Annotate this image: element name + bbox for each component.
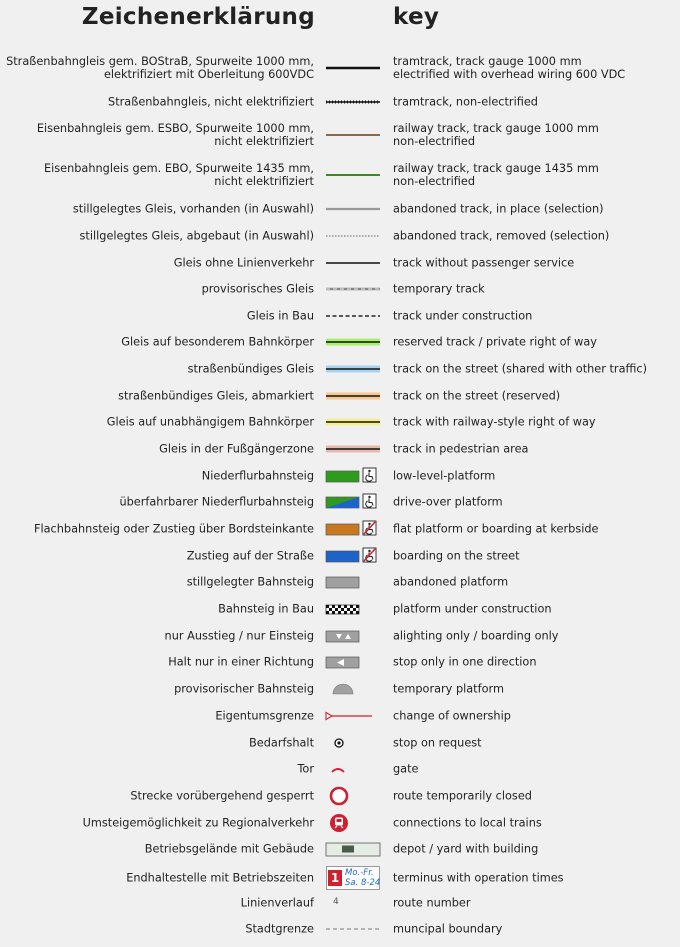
legend-row-no-passenger [0, 250, 680, 276]
legend-row-tram-electrified [0, 55, 680, 81]
legend-row-tram-non-electrified [0, 89, 680, 115]
grey-line-graphic [322, 196, 384, 222]
legend-row-flat-platform [0, 516, 680, 542]
german-label [241, 897, 314, 910]
german-label [245, 923, 314, 936]
german-label-line: stillgelegtes Gleis, abgebaut (in Auswahl) [79, 229, 314, 243]
terminus-icon [322, 865, 384, 891]
german-label [118, 390, 314, 403]
german-label-line: Eigentumsgrenze [215, 709, 314, 723]
legend-row-street-shared [0, 356, 680, 382]
request-dot-icon [322, 730, 384, 756]
german-label-line: Zustieg auf der Straße [186, 549, 314, 563]
green-cased-line-graphic [322, 329, 384, 355]
grey-line-icon [322, 196, 384, 222]
legend-row-drive-over-platform [0, 489, 680, 515]
german-label-line: nicht elektrifiziert [214, 175, 314, 188]
german-label-line: Flachbahnsteig oder Zustieg über Bordsteinkante [33, 522, 314, 536]
german-label [188, 363, 314, 376]
terminus-times: Sa. 8-24 [345, 878, 381, 888]
legend-row-gate [0, 756, 680, 782]
english-label-line: track on the street (reserved) [393, 389, 561, 403]
english-label [393, 203, 604, 216]
english-label [393, 790, 532, 803]
english-label-line: track on the street (shared with other traffic) [393, 362, 648, 376]
english-label-line: muncipal boundary [393, 922, 503, 936]
closed-circle-icon [322, 783, 384, 809]
german-label-line: Gleis auf besonderem Bahnkörper [121, 335, 314, 349]
english-label-line: stop on request [393, 736, 482, 750]
legend-row-depot [0, 836, 680, 862]
green-platform-graphic [322, 463, 384, 489]
german-label-line: Strecke vorübergehend gesperrt [130, 789, 314, 803]
german-label-line: Gleis ohne Linienverkehr [173, 256, 314, 270]
yellow-cased-line-graphic [322, 409, 384, 435]
black-dashed-line-icon [322, 303, 384, 329]
blue-cased-line-graphic [322, 356, 384, 382]
thick-black-line-icon [322, 55, 384, 81]
english-label-line: route temporarily closed [393, 789, 532, 803]
boundary-dashes [322, 916, 384, 942]
arrow-platform-graphic [322, 649, 384, 675]
english-label-line: abandoned track, in place (selection) [393, 202, 604, 216]
english-label [393, 96, 538, 109]
german-label [130, 790, 314, 803]
german-label [174, 257, 314, 270]
english-label-line: track with railway-style right of way [393, 415, 596, 429]
english-label [393, 656, 536, 669]
german-label-line: Bedarfshalt [249, 736, 314, 750]
german-label [187, 576, 314, 589]
english-label-line: railway track, track gauge 1000 mm [393, 122, 599, 135]
english-label [393, 336, 597, 349]
request-dot-graphic [322, 730, 384, 756]
triangle-platform-icon [322, 623, 384, 649]
german-label [202, 283, 314, 296]
german-label [249, 737, 314, 750]
green-blue-platform-icon [322, 489, 384, 515]
pink-cased-line-icon [322, 436, 384, 462]
english-label [393, 817, 542, 830]
german-label-line: Umsteigemöglichkeit zu Regionalverkehr [82, 816, 314, 830]
english-label-line: temporary track [393, 282, 485, 296]
german-label [168, 656, 314, 669]
german-label-line: Straßenbahngleis gem. BOStraB, Spurweite 1000 mm, [6, 55, 314, 68]
english-label [393, 470, 495, 483]
german-label [247, 310, 314, 323]
english-label [393, 683, 504, 696]
german-label-line: Straßenbahngleis, nicht elektrifiziert [108, 95, 314, 109]
semicircle-icon [322, 676, 384, 702]
german-label [107, 416, 314, 429]
german-label-line: provisorisches Gleis [201, 282, 314, 296]
blue-cased-line-icon [322, 356, 384, 382]
legend-row-railway-1435 [0, 162, 680, 188]
english-label-line: non-electrified [393, 135, 476, 148]
brown-line-graphic [322, 122, 384, 148]
gate-icon [322, 756, 384, 782]
route-number-icon [322, 890, 384, 916]
arrow-platform-icon [322, 649, 384, 675]
english-label [393, 576, 508, 589]
english-label [393, 923, 502, 936]
green-blue-platform-graphic [322, 489, 384, 515]
orange-platform-graphic [322, 516, 384, 542]
english-label [393, 897, 471, 910]
brown-line-icon [322, 122, 384, 148]
english-label [393, 257, 574, 270]
english-label-line: stop only in one direction [393, 655, 537, 669]
german-label [119, 496, 314, 509]
train-circle-icon [322, 810, 384, 836]
legend-row-temporary-track [0, 276, 680, 302]
thin-black-line-icon [322, 250, 384, 276]
black-dashed-line-graphic [322, 303, 384, 329]
german-label-line: Gleis in der Fußgängerzone [159, 442, 314, 456]
german-label [165, 630, 314, 643]
english-label-line: abandoned platform [393, 575, 509, 589]
german-label [202, 470, 314, 483]
legend-title-german: Zeichenerklärung [81, 4, 315, 30]
english-label-line: abandoned track, removed (selection) [393, 229, 610, 243]
english-label-line: boarding on the street [393, 549, 520, 563]
english-label [393, 843, 538, 856]
depot-icon [322, 836, 384, 862]
german-label [44, 162, 314, 188]
grey-platform-graphic [322, 569, 384, 595]
green-line-graphic [322, 162, 384, 188]
english-label [393, 710, 511, 723]
closed-circle-graphic [322, 783, 384, 809]
german-label-line: Linienverlauf [240, 896, 314, 910]
legend-row-regional-connection [0, 810, 680, 836]
german-label-line: Gleis in Bau [246, 309, 314, 323]
legend-row-street-reserved [0, 383, 680, 409]
english-label-line: connections to local trains [393, 816, 542, 830]
english-label [393, 363, 647, 376]
german-label-line: Stadtgrenze [245, 922, 314, 936]
english-label-line: low-level-platform [393, 469, 496, 483]
english-label-line: tramtrack, non-electrified [393, 95, 538, 109]
german-label [108, 96, 314, 109]
yellow-cased-line-icon [322, 409, 384, 435]
german-label [37, 122, 314, 148]
dotted-black-line-graphic [322, 89, 384, 115]
german-label [187, 550, 314, 563]
german-label-line: Tor [297, 762, 314, 776]
checkered-platform-icon [322, 596, 384, 622]
boundary-line-icon [322, 916, 384, 942]
english-label-line: track in pedestrian area [393, 442, 529, 456]
legend-row-railway-1000 [0, 122, 680, 148]
legend-row-reserved-track [0, 329, 680, 355]
german-label [126, 872, 314, 885]
german-label-line: nicht elektrifiziert [214, 135, 314, 148]
english-label-line: change of ownership [393, 709, 511, 723]
english-label-line: alighting only / boarding only [393, 629, 559, 643]
depot-graphic [322, 836, 384, 862]
english-label [393, 550, 520, 563]
ownership-line-graphic [322, 703, 384, 729]
german-label [73, 203, 314, 216]
german-label [145, 843, 314, 856]
triangle-platform-graphic [322, 623, 384, 649]
orange-platform-icon [322, 516, 384, 542]
english-label [393, 630, 558, 643]
german-label-line: nur Ausstieg / nur Einsteig [164, 629, 314, 643]
ownership-line-icon [322, 703, 384, 729]
english-label [393, 162, 599, 188]
english-label-line: track without passenger service [393, 256, 575, 270]
english-label-line: tramtrack, track gauge 1000 mm [393, 55, 582, 68]
english-label [393, 603, 552, 616]
german-label [6, 55, 314, 81]
legend-row-pedestrian-area [0, 436, 680, 462]
english-label [393, 55, 625, 81]
gate-graphic [322, 756, 384, 782]
german-label [80, 230, 314, 243]
legend-row-ownership-boundary [0, 703, 680, 729]
german-label-line: Halt nur in einer Richtung [168, 655, 314, 669]
orange-cased-line-icon [322, 383, 384, 409]
english-label-line: depot / yard with building [393, 842, 539, 856]
german-label [121, 336, 314, 349]
english-label-line: track under construction [393, 309, 533, 323]
german-label-line: Betriebsgelände mit Gebäude [144, 842, 314, 856]
english-label [393, 416, 596, 429]
german-label-line: stillgelegtes Gleis, vorhanden (in Auswahl) [72, 202, 314, 216]
dotted-black-line-icon [322, 89, 384, 115]
english-label [393, 122, 599, 148]
german-label-line: Eisenbahngleis gem. EBO, Spurweite 1435 mm, [43, 162, 314, 175]
english-label [393, 872, 564, 885]
english-label [393, 763, 418, 776]
english-label-line: railway track, track gauge 1435 mm [393, 162, 599, 175]
german-label-line: überfahrbarer Niederflurbahnsteig [119, 495, 314, 509]
green-line-icon [322, 162, 384, 188]
thin-black-line-graphic [322, 250, 384, 276]
english-label [393, 390, 560, 403]
german-label [174, 683, 314, 696]
english-label-line: route number [393, 896, 471, 910]
german-label-line: elektrifiziert mit Oberleitung 600VDC [103, 68, 314, 81]
english-label [393, 496, 503, 509]
grey-dotted-line-icon [322, 223, 384, 249]
terminus-number: 1 [328, 870, 342, 886]
german-label-line: Gleis auf unabhängigem Bahnkörper [106, 415, 314, 429]
english-label [393, 310, 532, 323]
blue-platform-icon [322, 543, 384, 569]
german-label-line: stillgelegter Bahnsteig [186, 575, 314, 589]
english-label-line: electrified with overhead wiring 600 VDC [393, 68, 626, 81]
legend-row-terminus [0, 865, 680, 891]
german-label-line: Niederflurbahnsteig [201, 469, 314, 483]
legend-row-one-direction [0, 649, 680, 675]
legend-row-route-number [0, 890, 680, 916]
green-platform-icon [322, 463, 384, 489]
legend-row-temporary-platform [0, 676, 680, 702]
legend-row-railway-style [0, 409, 680, 435]
train-circle-graphic [322, 810, 384, 836]
legend-title-english: key [393, 4, 440, 30]
english-label [393, 523, 598, 536]
legend-row-request-stop [0, 730, 680, 756]
semicircle-graphic [322, 676, 384, 702]
german-label [159, 443, 314, 456]
german-label-line: Bahnsteig in Bau [218, 602, 314, 616]
english-label-line: temporary platform [393, 682, 504, 696]
pink-cased-line-graphic [322, 436, 384, 462]
german-label [83, 817, 314, 830]
german-label-line: Eisenbahngleis gem. ESBO, Spurweite 1000 mm, [36, 122, 314, 135]
legend-row-municipal-boundary [0, 916, 680, 942]
english-label-line: platform under construction [393, 602, 552, 616]
legend-row-platform-construction [0, 596, 680, 622]
grey-dashed-line-icon [322, 276, 384, 302]
german-label-line: Endhaltestelle mit Betriebszeiten [126, 871, 314, 885]
green-cased-line-icon [322, 329, 384, 355]
terminus-days: Mo.-Fr. [345, 868, 374, 878]
german-label-line: straßenbündiges Gleis [187, 362, 314, 376]
orange-cased-line-graphic [322, 383, 384, 409]
english-label-line: drive-over platform [393, 495, 503, 509]
grey-dashed-line-graphic [322, 276, 384, 302]
legend-row-abandoned-in-place [0, 196, 680, 222]
english-label [393, 230, 609, 243]
checkered-platform-graphic [322, 596, 384, 622]
grey-platform-icon [322, 569, 384, 595]
blue-platform-graphic [322, 543, 384, 569]
legend-row-abandoned-removed [0, 223, 680, 249]
legend-row-abandoned-platform [0, 569, 680, 595]
german-label-line: provisorischer Bahnsteig [174, 682, 314, 696]
grey-dotted-line-graphic [322, 223, 384, 249]
route-number-label: 4 [333, 897, 339, 907]
english-label [393, 443, 528, 456]
legend-row-low-level-platform [0, 463, 680, 489]
german-label [297, 763, 314, 776]
thick-black-line-graphic [322, 55, 384, 81]
legend-row-alighting-boarding [0, 623, 680, 649]
legend-row-under-construction [0, 303, 680, 329]
german-label [215, 710, 314, 723]
english-label-line: non-electrified [393, 175, 476, 188]
german-label [34, 523, 314, 536]
english-label [393, 737, 482, 750]
english-label-line: terminus with operation times [393, 871, 564, 885]
english-label-line: gate [393, 762, 419, 776]
legend-row-route-closed [0, 783, 680, 809]
english-label-line: reserved track / private right of way [393, 335, 597, 349]
german-label-line: straßenbündiges Gleis, abmarkiert [118, 389, 314, 403]
german-label [218, 603, 314, 616]
english-label-line: flat platform or boarding at kerbside [393, 522, 599, 536]
english-label [393, 283, 485, 296]
legend-row-boarding-street [0, 543, 680, 569]
